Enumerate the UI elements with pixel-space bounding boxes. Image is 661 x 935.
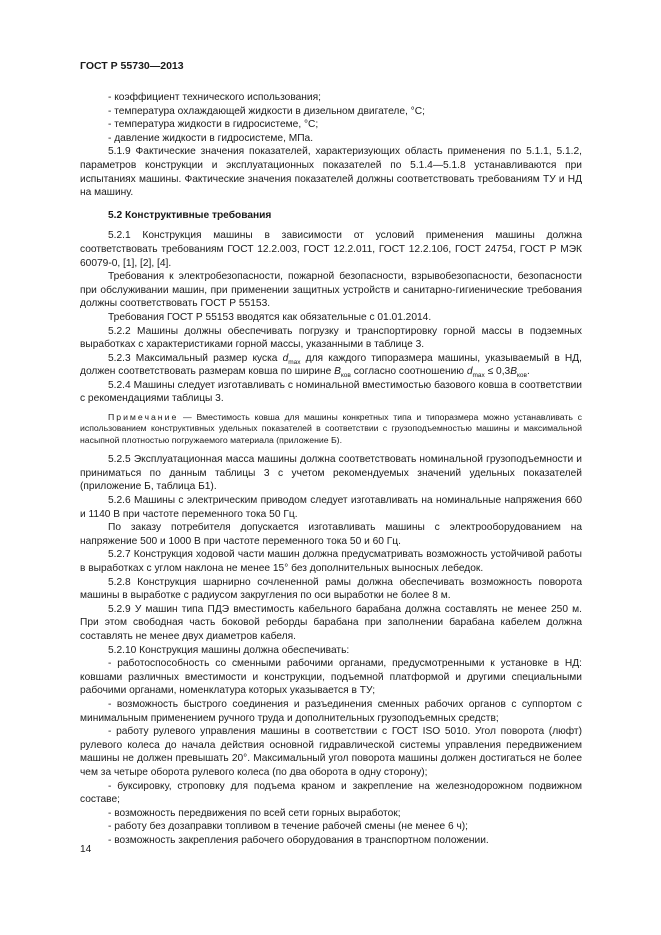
note-label: Примечание	[108, 412, 179, 423]
list-item: - возможность быстрого соединения и разъединения сменных рабочих органов с суппортом с минимальным применением ручного труда и дополнительных грузоподъемных средств;	[80, 698, 582, 724]
paragraph-safety-requirements: Требования к электробезопасности, пожарной безопасности, взрывобезопасности, безопасности при обслуживании машин, при применении защитных устройств и санитарно-гигиенические требования должны соответствовать ГОСТ Р 55153.	[80, 271, 582, 310]
note-text: — Вместимость ковша для машины конкретных типа и типоразмера можно устанавливать с использованием конструктивных удельных показателей в соответствии с грузоподъемностью машины и максимальной насыпной плотностью погружаемого материала (приложение Б).	[80, 412, 582, 445]
note	[80, 412, 582, 446]
paragraph-5-2-7: 5.2.7 Конструкция ходовой части машин должна предусматривать возможность устойчивой работы в выработках с углом наклона не менее 15° без дополнительных выносных лебедок.	[80, 549, 582, 575]
list-item: - буксировку, строповку для подъема краном и закрепление на железнодорожном подвижном составе;	[80, 780, 582, 806]
paragraph-5-2-3	[80, 352, 582, 379]
document-body	[80, 91, 582, 848]
symbol-d: d	[466, 366, 473, 378]
symbol-b: B	[510, 366, 517, 378]
page-number: 14	[80, 844, 92, 855]
text-run: для каждого типоразмера машины, указываемый в НД, должен соответствовать размерам ковша по ширине	[80, 352, 582, 378]
paragraph-5-2-5: 5.2.5 Эксплуатационная масса машины должна соответствовать номинальной грузоподъемности и приниматься по данным таблицы 3 с учетом рекомендуемых значений удельных показателей (приложение Б, таблица Б1).	[80, 454, 582, 493]
symbol-d: d	[282, 352, 289, 364]
paragraph-5-2-9: 5.2.9 У машин типа ПДЭ вместимость кабельного барабана должна составлять не менее 250 м. При этом свободная часть боковой реборды барабана при заполнении барабана кабелем должна составлять не менее двух диаметров кабеля.	[80, 603, 582, 642]
subscript-kov: ков	[517, 372, 527, 380]
subscript-max: max	[472, 372, 485, 380]
list-item: - работу без дозаправки топливом в течение рабочей смены (не менее 6 ч);	[108, 821, 468, 833]
list-item: - работоспособность со сменными рабочими органами, предусмотренными к установке в НД: ковшами различных вместимости и конструкции, подъемной платформой и другими специальными рабочими органами, номенклатура которых указывается в ТУ;	[80, 658, 582, 697]
paragraph-5-1-9: 5.1.9 Фактические значения показателей, характеризующих область применения по 5.1.1, 5.1.2, параметров конструкции и эксплуатационных показателей по 5.1.4—5.1.8 устанавливаются при испытаниях машины. Фактические значения показателей должны соответствовать требованиям ТУ и НД на машину.	[80, 146, 582, 199]
paragraph-5-2-4: 5.2.4 Машины следует изготавливать с номинальной вместимостью базового ковша в соответствии с рекомендациями таблицы 3.	[80, 379, 582, 405]
list-item: - температура жидкости в гидросистеме, °С;	[108, 119, 319, 131]
text-run: .	[527, 366, 530, 378]
list-item: - возможность закрепления рабочего оборудования в транспортном положении.	[108, 834, 489, 846]
text-run: ≤ 0,3	[484, 366, 511, 378]
list-item: - температура охлаждающей жидкости в дизельном двигателе, °С;	[108, 105, 425, 117]
list-item: - возможность передвижения по всей сети горных выработок;	[108, 807, 401, 819]
paragraph-5-2-2: 5.2.2 Машины должны обеспечивать погрузку и транспортировку горной массы в подземных выработках с характеристиками горной массы, указанными в таблице 3.	[80, 325, 582, 351]
section-heading: 5.2 Конструктивные требования	[108, 209, 272, 221]
symbol-b: B	[334, 366, 341, 378]
paragraph-requirements-date: Требования ГОСТ Р 55153 вводятся как обязательные с 01.01.2014.	[108, 311, 432, 323]
list-item: - работу рулевого управления машины в соответствии с ГОСТ ISO 5010. Угол поворота (люфт) рулевого колеса до начала действия основной гидравлической системы управления передвижением машины не должен превышать 20°. Максимальный угол поворота машины должен достигаться не более чем за четыре оборота рулевого колеса (по два оборота в одну сторону);	[80, 726, 582, 778]
list-item: - коэффициент технического использования;	[108, 92, 321, 103]
subscript-max: max	[288, 358, 301, 366]
paragraph-5-2-1: 5.2.1 Конструкция машины в зависимости от условий применения машины должна соответствовать требованиям ГОСТ 12.2.003, ГОСТ 12.2.011, ГОСТ 12.2.106, ГОСТ 24754, ГОСТ Р МЭК 60079-0, [1], [2], [4].	[80, 230, 582, 269]
paragraph-5-2-8: 5.2.8 Конструкция шарнирно сочлененной рамы должна обеспечивать возможность поворота машины в выработке с радиусом закругления по оси выработки не более 8 м.	[80, 576, 582, 602]
text-run: 5.2.3 Максимальный размер куска	[108, 352, 283, 364]
document-header: ГОСТ Р 55730—2013	[80, 60, 184, 72]
text-run: согласно соотношению	[350, 366, 467, 378]
paragraph-5-2-6: 5.2.6 Машины с электрическим приводом следует изготавливать на номинальные напряжения 660 и 1140 В при частоте переменного тока 50 Гц.	[80, 495, 582, 520]
paragraph-5-2-6-extra: По заказу потребителя допускается изготавливать машины с электрооборудованием на напряжение 500 и 1000 В при частоте переменного тока 50 и 60 Гц.	[80, 522, 582, 547]
paragraph-5-2-10: 5.2.10 Конструкция машины должна обеспечивать:	[108, 644, 350, 656]
subscript-kov: ков	[340, 372, 351, 380]
list-item: - давление жидкости в гидросистеме, МПа.	[108, 132, 314, 144]
